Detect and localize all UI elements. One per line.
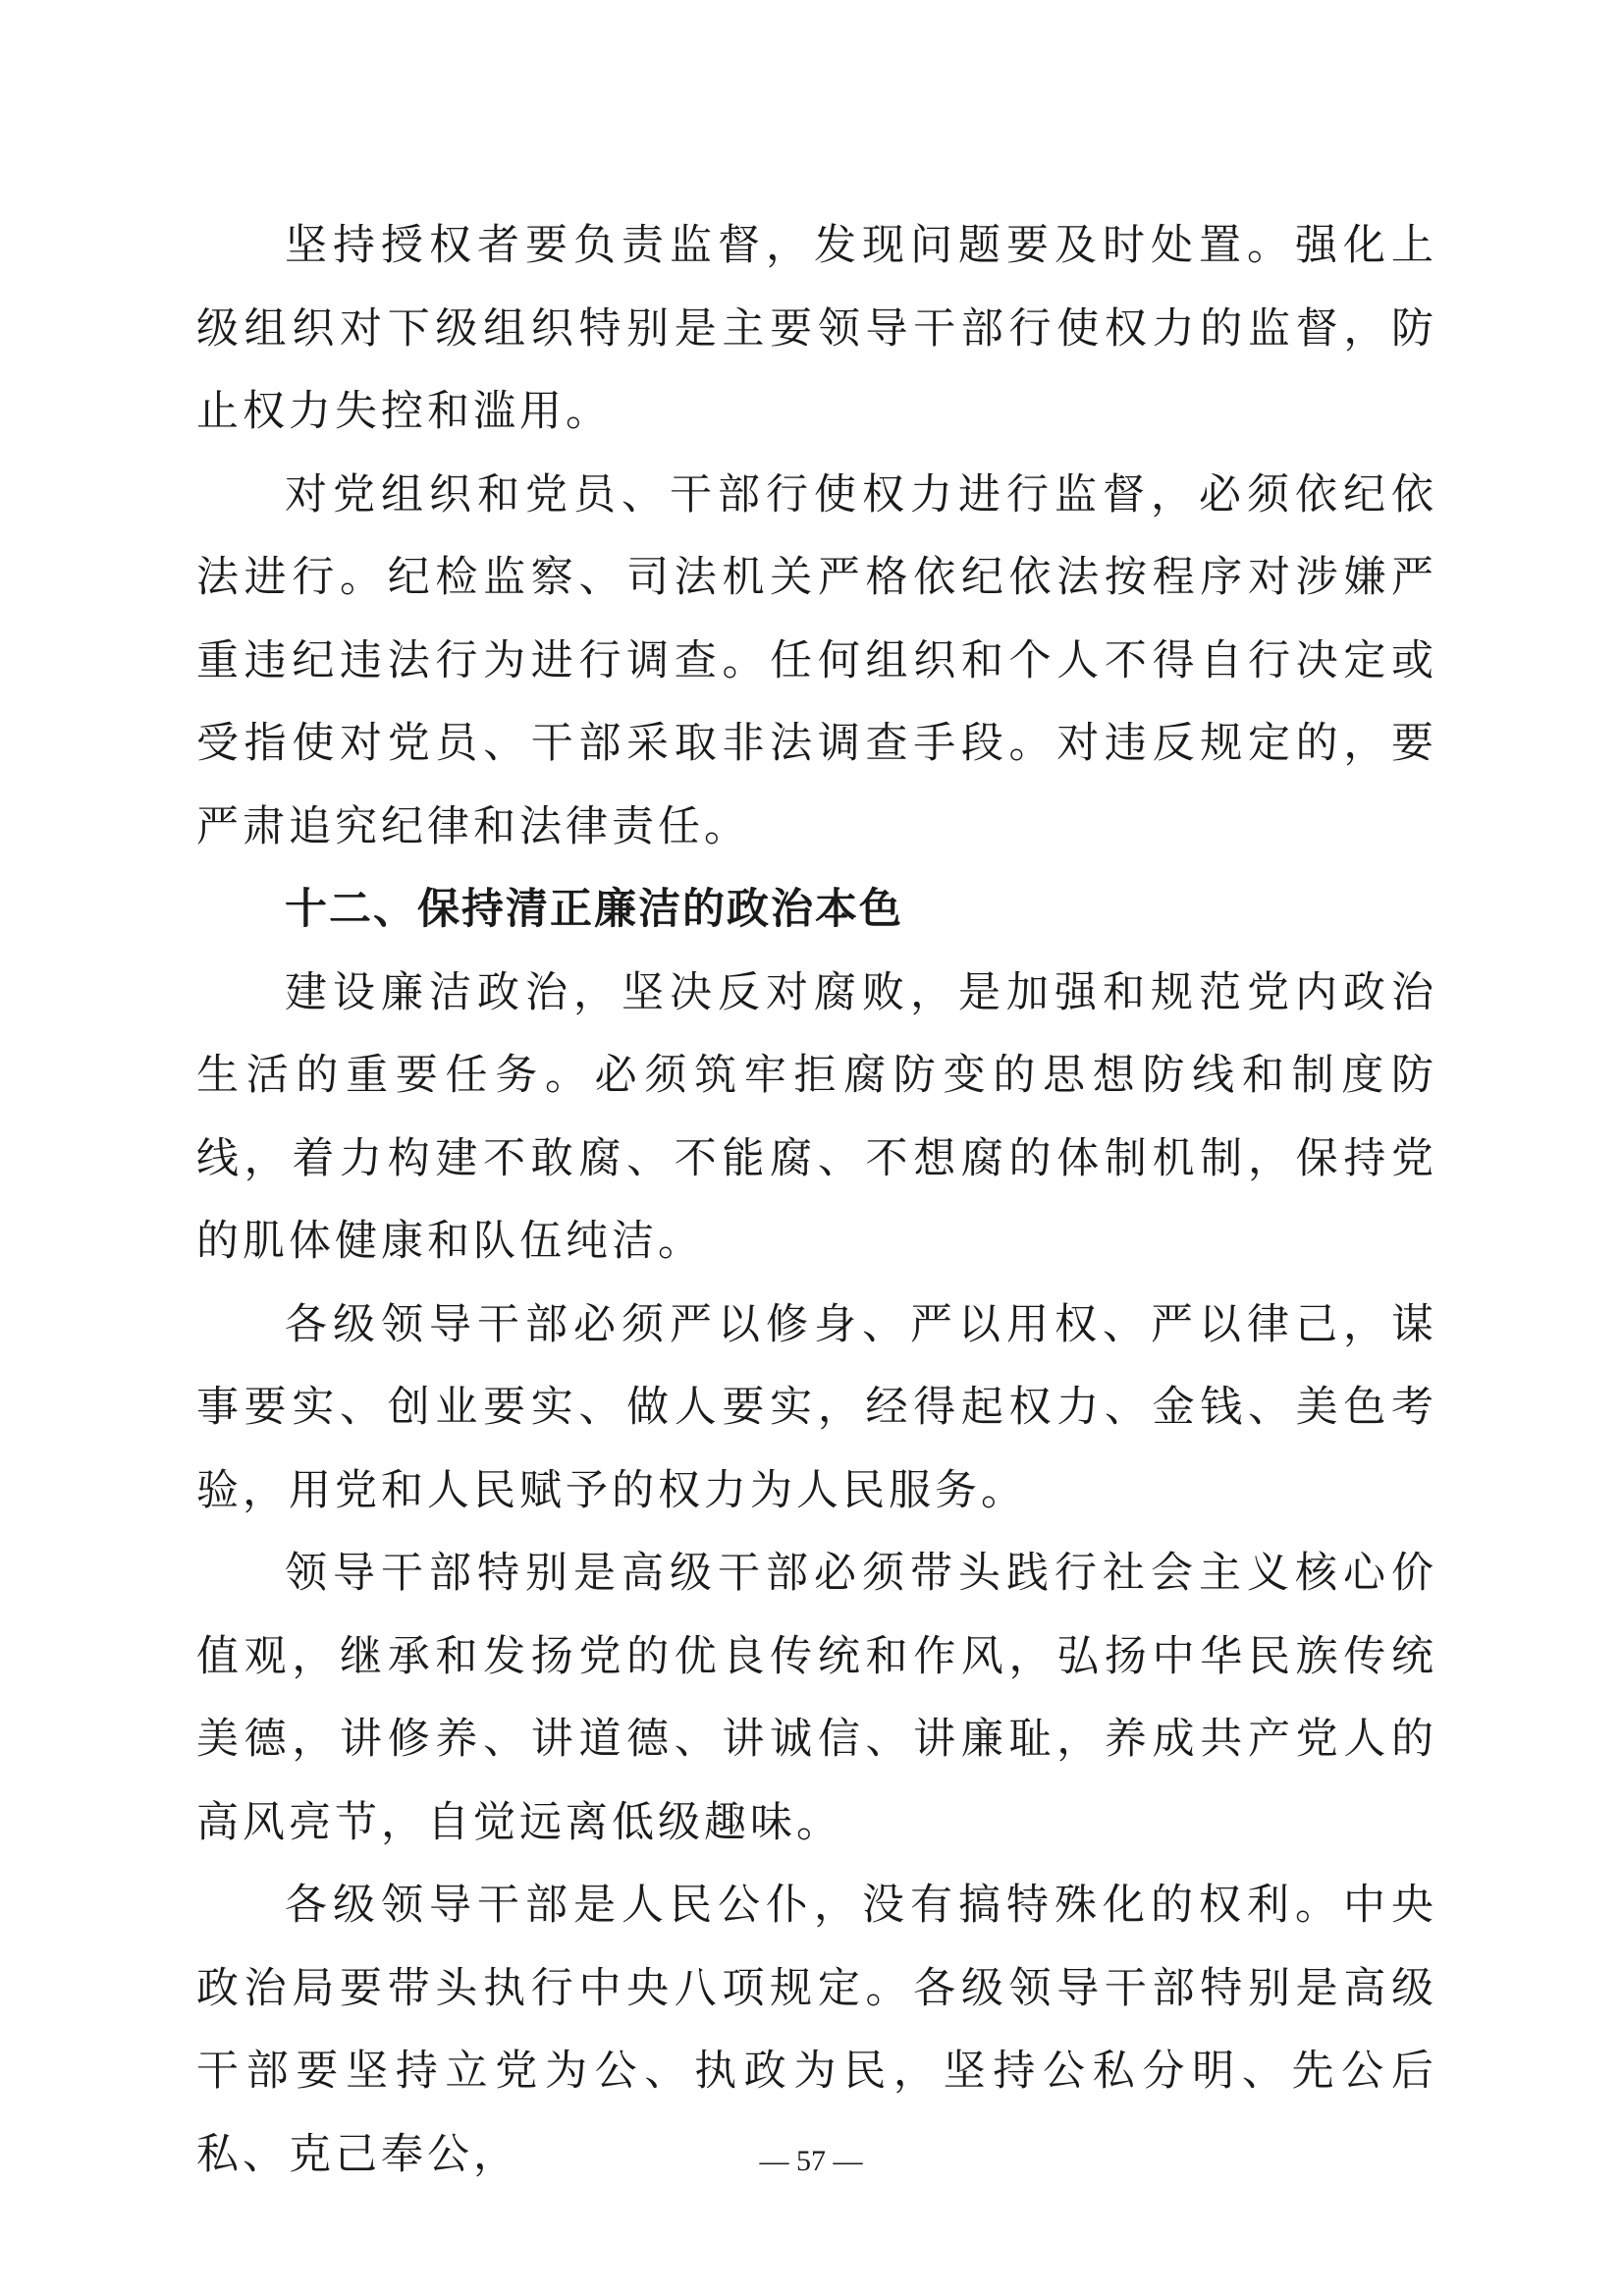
paragraph-lawful-supervision: 对党组织和党员、干部行使权力进行监督，必须依纪依法进行。纪检监察、司法机关严格依纪依法按程序对涉嫌严重违纪违法行为进行调查。任何组织和个人不得自行决定或受指使对党员、干部采取非法调查手段。对违反规定的，要严肃追究纪律和法律责任。: [196, 469, 1437, 851]
paragraph-self-discipline: 各级领导干部必须严以修身、严以用权、严以律己，谋事要实、创业要实、做人要实，经得起权力、金钱、美色考验，用党和人民赋予的权力为人民服务。: [196, 1299, 1437, 1515]
page-number: — 57 —: [759, 2145, 863, 2177]
section-heading: 十二、保持清正廉洁的政治本色: [285, 885, 903, 934]
paragraph-supervision: 坚持授权者要负责监督，发现问题要及时处置。强化上级组织对下级组织特别是主要领导干部行使权力的监督，防止权力失控和滥用。: [196, 221, 1437, 436]
paragraph-public-servants: 各级领导干部是人民公仆，没有搞特殊化的权利。中央政治局要带头执行中央八项规定。各级领导干部特别是高级干部要坚持立党为公、执政为民，坚持公私分明、先公后私、克己奉公，: [196, 1881, 1437, 2179]
paragraph-core-values: 领导干部特别是高级干部必须带头践行社会主义核心价值观，继承和发扬党的优良传统和作风，弘扬中华民族传统美德，讲修养、讲道德、讲诚信、讲廉耻，养成共产党人的高风亮节，自觉远离低级趣味。: [196, 1549, 1437, 1847]
document-body: [196, 204, 1437, 2196]
paragraph-clean-politics: 建设廉洁政治，坚决反对腐败，是加强和规范党内政治生活的重要任务。必须筑牢拒腐防变的思想防线和制度防线，着力构建不敢腐、不能腐、不想腐的体制机制，保持党的肌体健康和队伍纯洁。: [196, 967, 1437, 1266]
